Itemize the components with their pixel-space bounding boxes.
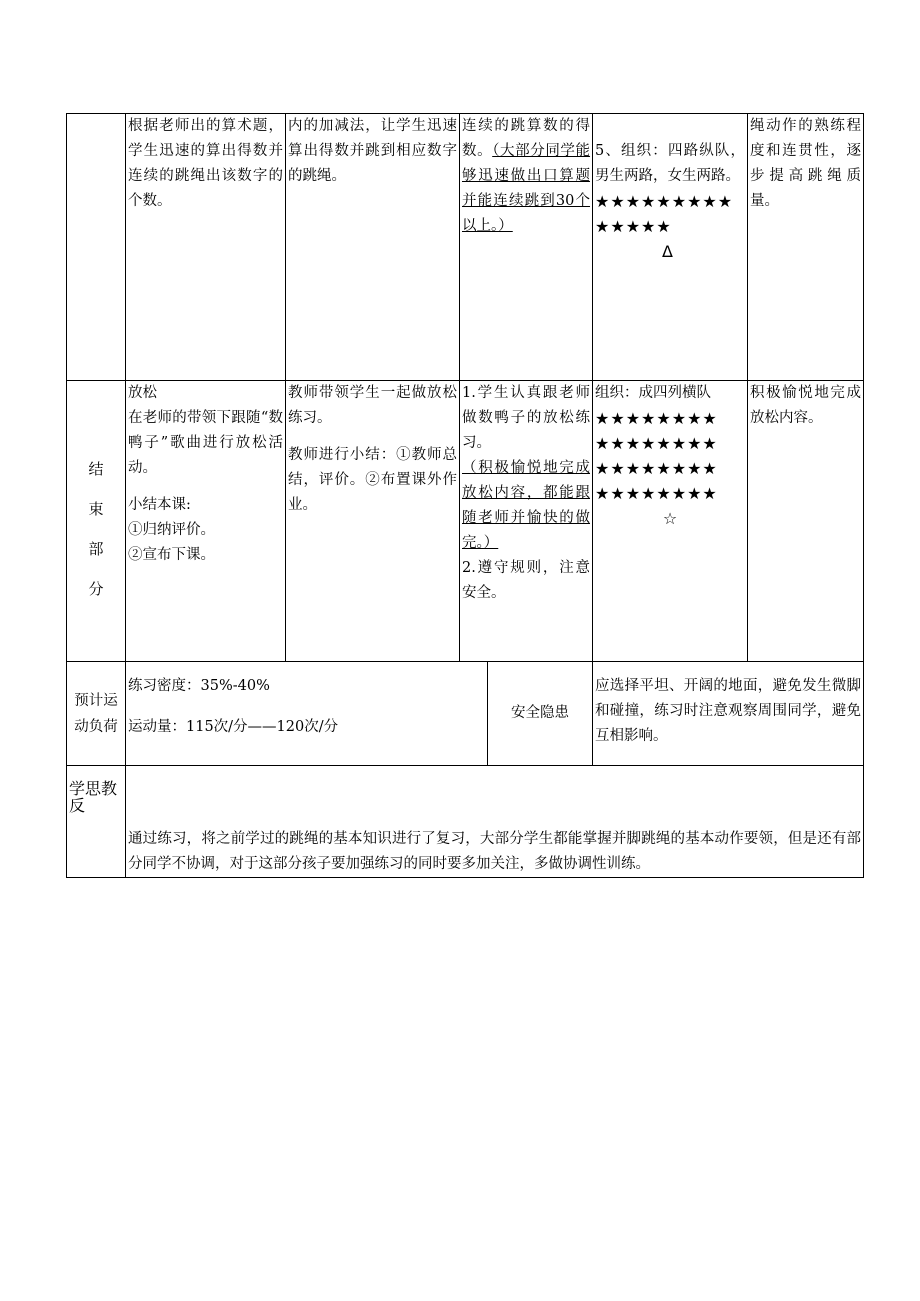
teacher-activity-cell: 内的加减法，让学生迅速算出得数并跳到相应数字的跳绳。 [286, 114, 460, 381]
student-activity-text: 连续的跳算数的得数。 [462, 118, 591, 159]
end-student-cell [460, 381, 593, 662]
practice-density: 练习密度：35%-40% [128, 678, 270, 694]
end-organization-cell [593, 381, 748, 662]
student-activity-cell [460, 114, 593, 381]
load-values-cell [126, 662, 488, 766]
reflection-text: 通过练习，将之前学过的跳绳的基本知识进行了复习，大部分学生都能掌握并脚跳绳的基本动作要领，但是还有部分同学不协调，对于这部分孩子要加强练习的同时要多加关注，多做协调性训练。 [126, 766, 864, 878]
reflection-label: 学思教反 [67, 766, 126, 878]
end-section-row [67, 381, 864, 662]
reflection-row [67, 766, 864, 878]
end-student-text-1: 1.学生认真跟老师做数鸭子的放松练习。 [462, 385, 591, 451]
student-expectation-text: （大部分同学能够迅速做出口算题并能连续跳到30个以上。） [462, 143, 591, 234]
end-organization-text: 组织：成四列横队 [595, 385, 712, 401]
summary-item-2: ②宣布下课。 [128, 547, 215, 563]
end-teacher-text-1: 教师带领学生一起做放松练习。 [288, 385, 457, 426]
main-part-row [67, 114, 864, 381]
relax-description: 在老师的带领下跟随“数鸭子”歌曲进行放松活动。 [128, 410, 283, 476]
end-student-expectation: （积极愉悦地完成放松内容，都能跟随老师并愉快的做完。） [462, 460, 591, 551]
summary-title: 小结本课: [128, 497, 191, 513]
organization-text: 5、组织：四路纵队，男生两路，女生两路。 [595, 143, 746, 184]
formation-stars-row-1: ★★★★★★★★★ [595, 192, 734, 211]
goal-cell: 绳动作的熟练程度和连贯性，逐步提高跳绳质量。 [748, 114, 864, 381]
end-teacher-text-2: 教师进行小结：①教师总结，评价。②布置课外作业。 [288, 447, 457, 513]
end-student-text-2: 2.遵守规则，注意安全。 [462, 560, 591, 601]
relax-title: 放松 [128, 385, 157, 401]
organization-cell [593, 114, 748, 381]
end-section-label: 结 束 部 分 [67, 381, 126, 662]
exercise-amount: 运动量：115次/分——120次/分 [128, 719, 339, 735]
expected-load-label: 预计运动负荷 [67, 662, 126, 766]
end-formation-stars-row-1: ★★★★★★★★ [595, 409, 718, 428]
teacher-position-marker: Δ [662, 242, 673, 261]
end-teacher-position-marker: ☆ [662, 509, 678, 528]
lesson-plan-table [66, 113, 864, 878]
safety-label: 安全隐患 [488, 662, 593, 766]
safety-text-cell [593, 662, 864, 766]
end-formation-stars-row-2: ★★★★★★★★ [595, 434, 718, 453]
expected-load-row [67, 662, 864, 766]
section-label-cell [67, 114, 126, 381]
end-content-cell [126, 381, 286, 662]
safety-text: 应选择平坦、开阔的地面，避免发生微脚和碰撞，练习时注意观察周围同学，避免互相影响。 [595, 678, 862, 744]
formation-stars-row-2: ★★★★★ [595, 217, 672, 236]
end-goal-cell: 积极愉悦地完成放松内容。 [748, 381, 864, 662]
content-cell: 根据老师出的算术题，学生迅速的算出得数并连续的跳绳出该数字的个数。 [126, 114, 286, 381]
end-formation-stars-row-4: ★★★★★★★★ [595, 484, 718, 503]
end-formation-stars-row-3: ★★★★★★★★ [595, 459, 718, 478]
end-teacher-cell [286, 381, 460, 662]
summary-item-1: ①归纳评价。 [128, 522, 215, 538]
